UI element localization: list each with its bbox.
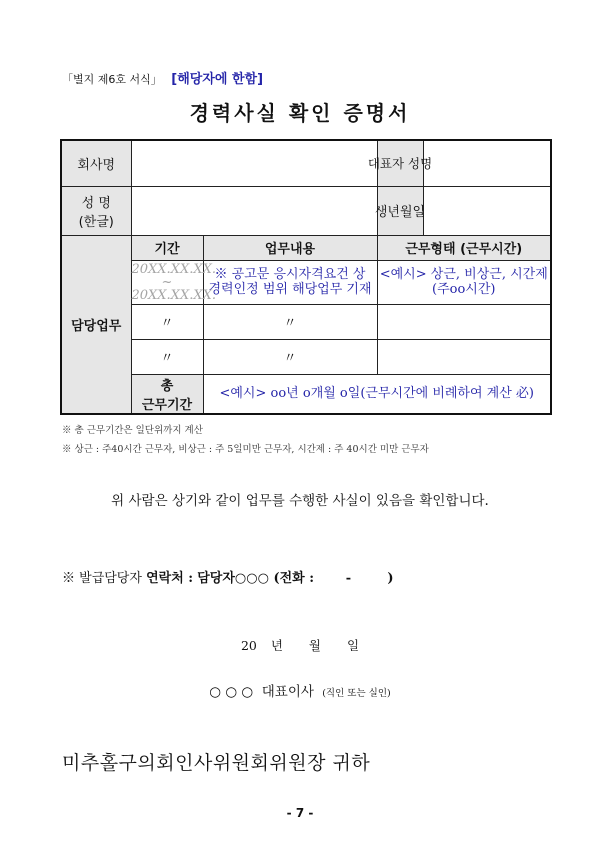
- total-label-line2: 근무기간: [141, 397, 193, 413]
- contact-prefix: ※ 발급담당자: [62, 571, 142, 586]
- ceo-signature-line: [0, 680, 600, 700]
- company-input[interactable]: [131, 140, 377, 186]
- ceo-label: 대표자 성명: [367, 156, 433, 172]
- date-month-unit: 월: [308, 638, 321, 653]
- row3-worktype[interactable]: [377, 339, 551, 374]
- birth-label-cell: [374, 186, 426, 235]
- date-year: 20: [240, 638, 257, 653]
- period-header: 기간: [131, 235, 203, 260]
- name-label: 성 명: [81, 195, 111, 211]
- name-input[interactable]: [131, 186, 377, 235]
- row2-worktype[interactable]: [377, 304, 551, 339]
- ceo-name: ○ ○ ○ 대표이사: [209, 684, 314, 700]
- worktype-header: 근무형태 (근무시간): [377, 235, 551, 260]
- name-label-sub: (한글): [78, 214, 114, 230]
- total-period-label: [131, 374, 203, 414]
- row1-period-start: 20XX.XX.XX.: [131, 261, 216, 277]
- certificate-grid: [60, 139, 552, 415]
- form-number: [62, 68, 263, 87]
- date-year-unit: 년: [270, 638, 283, 653]
- issue-date: [0, 636, 600, 654]
- date-day-unit: 일: [346, 638, 360, 653]
- ceo-input[interactable]: [423, 140, 551, 186]
- row1-work[interactable]: [203, 260, 377, 304]
- seal-note: (직인 또는 실인): [322, 688, 391, 699]
- confirmation-statement: 위 사람은 상기와 같이 업무를 수행한 사실이 있음을 확인합니다.: [111, 493, 489, 509]
- recipient: 미추홀구의회인사위원회위원장 귀하: [62, 752, 371, 774]
- note-work-types: ※ 상근 : 주40시간 근무자, 비상근 : 주 5일미만 근무자, 시간제 : 주 40시간 미만 근무자: [62, 444, 429, 455]
- ceo-label-cell: [367, 140, 433, 186]
- row1-work-line2: 경력인정 범위 해당업무 기재: [208, 282, 372, 297]
- row1-work-line1: ※ 공고문 응시자격요건 상: [214, 267, 366, 282]
- row1-period-sep: ~: [161, 274, 173, 290]
- total-label-line1: 총: [160, 378, 174, 394]
- row3-work[interactable]: 〃: [203, 339, 377, 374]
- name-label-cell: [61, 186, 131, 235]
- page-title: 경력사실 확인 증명서: [189, 101, 411, 125]
- row1-worktype-line2: (주oo시간): [432, 282, 496, 297]
- company-label-cell: 회사명: [61, 140, 131, 186]
- row2-period[interactable]: 〃: [131, 304, 203, 339]
- contact-value: 담당자○○○ (전화 : - ): [197, 571, 394, 586]
- row3-period[interactable]: 〃: [131, 339, 203, 374]
- birth-input[interactable]: [423, 186, 551, 235]
- birth-label: 생년월일: [374, 205, 426, 220]
- work-header: 업무내용: [203, 235, 377, 260]
- issuer-contact: [62, 567, 393, 586]
- row1-worktype[interactable]: [377, 260, 551, 304]
- contact-label: 연락처 :: [146, 571, 194, 586]
- applicability-notice: [해당자에 한함]: [171, 72, 264, 87]
- page-number: - 7 -: [286, 806, 314, 820]
- duty-label: 담당업무: [61, 235, 131, 414]
- total-period-value[interactable]: <예시> oo년 o개월 o일(근무시간에 비례하여 계산 必): [203, 374, 551, 414]
- row2-work[interactable]: 〃: [203, 304, 377, 339]
- note-total-period: ※ 총 근무기간은 일단위까지 계산: [62, 425, 203, 436]
- row1-period[interactable]: [131, 260, 216, 304]
- row1-period-end: 20XX.XX.XX.: [131, 287, 216, 303]
- form-number-text: 「별지 제6호 서식」: [62, 73, 162, 86]
- row1-worktype-line1: <예시> 상근, 비상근, 시간제: [379, 267, 548, 282]
